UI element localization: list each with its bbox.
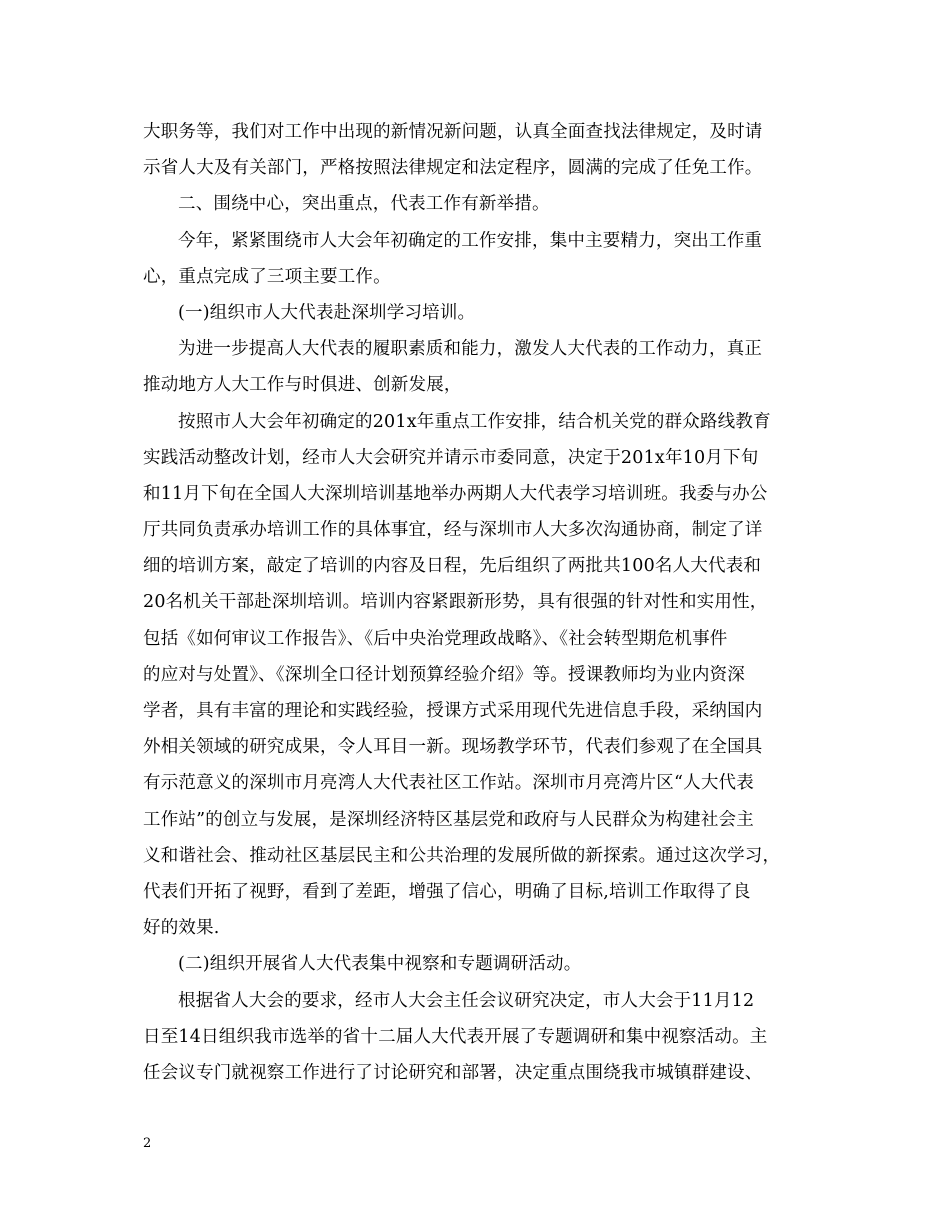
text-line: 的应对与处置》、《深圳全口径计划预算经验介绍》等。授课教师均为业内资深	[143, 664, 745, 685]
text-line: (二)组织开展省人大代表集中视察和专题调研活动。	[178, 954, 582, 975]
body-text	[143, 114, 809, 1091]
text-line: 根据省人大会的要求，经市人大会主任会议研究决定，市人大会于11月12	[178, 990, 755, 1011]
text-line: (一)组织市人大代表赴深圳学习培训。	[178, 302, 476, 323]
text-line: 工作站”的创立与发展，是深圳经济特区基层党和政府与人民群众为构建社会主	[143, 809, 754, 830]
text-line: 实践活动整改计划，经市人大会研究并请示市委同意，决定于201x年10月下旬	[143, 447, 759, 468]
text-line: 和11月下旬在全国人大深圳培训基地举办两期人大代表学习培训班。我委与办公	[143, 483, 768, 504]
text-line: 外相关领域的研究成果，令人耳目一新。现场教学环节，代表们参观了在全国具	[143, 737, 763, 758]
text-line: 有示范意义的深圳市月亮湾人大代表社区工作站。深圳市月亮湾片区“人大代表	[143, 773, 754, 794]
text-line: 日至14日组织我市选举的省十二届人大代表开展了专题调研和集中视察活动。主	[143, 1026, 768, 1047]
text-line: 20名机关干部赴深圳培训。培训内容紧跟新形势，具有很强的针对性和实用性，	[143, 592, 768, 613]
text-line: 任会议专门就视察工作进行了讨论研究和部署，决定重点围绕我市城镇群建设、	[143, 1062, 763, 1083]
text-line: 心，重点完成了三项主要工作。	[143, 266, 391, 287]
text-line: 大职务等，我们对工作中出现的新情况新问题，认真全面查找法律规定，及时请	[143, 122, 763, 142]
text-line: 义和谐社会、推动社区基层民主和公共治理的发展所做的新探索。通过这次学习，	[143, 845, 781, 866]
text-line: 示省人大及有关部门，严格按照法律规定和法定程序，圆满的完成了任免工作。	[143, 158, 763, 179]
text-line: 包括《如何审议工作报告》、《后中央治党理政战略》、《社会转型期危机事件	[143, 628, 728, 649]
text-line: 为进一步提高人大代表的履职素质和能力，激发人大代表的工作动力，真正	[178, 339, 763, 360]
text-line: 好的效果.	[143, 918, 220, 939]
text-line: 按照市人大会年初确定的201x年重点工作安排，结合机关党的群众路线教育	[178, 411, 771, 432]
text-line: 细的培训方案，敲定了培训的内容及日程，先后组织了两批共100名人大代表和	[143, 556, 762, 577]
page-number: 2	[143, 1136, 152, 1151]
text-line: 二、围绕中心，突出重点，代表工作有新举措。	[178, 194, 550, 215]
text-line: 今年，紧紧围绕市人大会年初确定的工作安排，集中主要精力，突出工作重	[178, 230, 763, 251]
text-line: 学者，具有丰富的理论和实践经验，授课方式采用现代先进信息手段，采纳国内	[143, 701, 763, 721]
text-line: 推动地方人大工作与时俱进、创新发展，	[143, 375, 462, 396]
text-line: 厅共同负责承办培训工作的具体事宜，经与深圳市人大多次沟通协商，制定了详	[143, 520, 763, 541]
text-line: 代表们开拓了视野，看到了差距，增强了信心，明确了目标,培训工作取得了良	[143, 881, 751, 902]
